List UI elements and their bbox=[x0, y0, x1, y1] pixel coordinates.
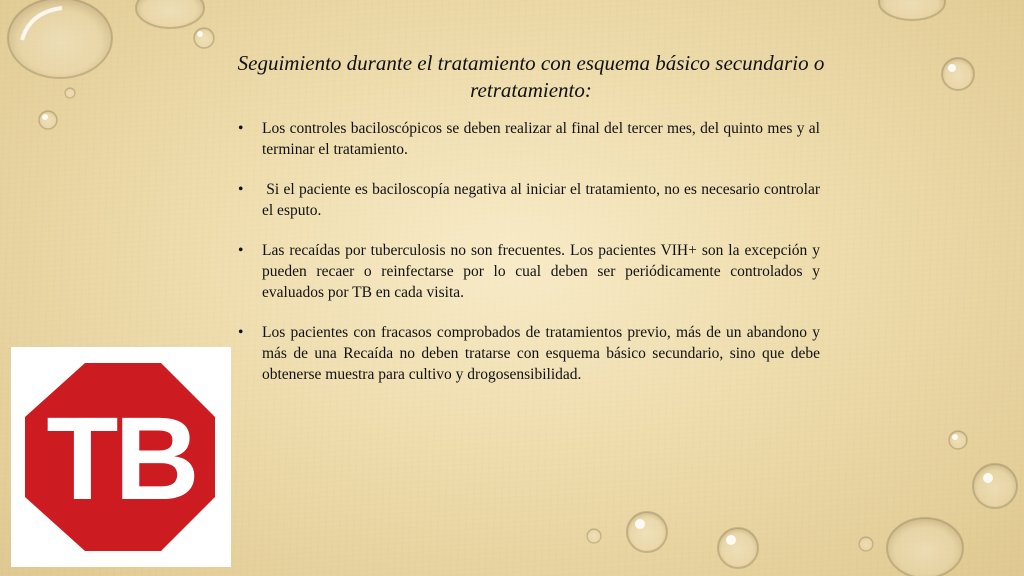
drop-bottom-right bbox=[859, 518, 963, 576]
drop-top-left-large bbox=[8, 0, 112, 78]
drop-top-right bbox=[879, 0, 974, 90]
bullet-text: Las recaídas por tuberculosis no son frecuentes. Los pacientes VIH+ son la excepción y pueden recaer o reinfectarse por lo cual deben ser periódicamente controlados y evaluados por TB en cada visita. bbox=[262, 242, 820, 301]
bullet-text: Los controles baciloscópicos se deben realizar al final del tercer mes, del quinto mes y al terminar el tratamiento. bbox=[262, 120, 820, 158]
drop-left-small bbox=[39, 88, 75, 129]
bullet-item bbox=[236, 118, 820, 160]
slide-title: Seguimiento durante el tratamiento con esquema básico secundario o retratamiento: bbox=[237, 51, 825, 102]
bullet-dot: • bbox=[238, 120, 244, 137]
bullet-dot: • bbox=[238, 242, 244, 259]
bullet-item bbox=[236, 322, 820, 385]
bullet-text: Los pacientes con fracasos comprobados de tratamientos previo, más de un abandono y más de una Recaída no deben tratarse con esquema básico secundario, sino que debe obtenerse muestra para cultivo y drogosensibilidad. bbox=[262, 324, 820, 383]
bullet-item bbox=[236, 179, 824, 221]
drop-bottom-center bbox=[587, 512, 758, 568]
bullet-dot: • bbox=[238, 181, 244, 198]
bullet-item bbox=[236, 240, 820, 303]
drop-top-left-2 bbox=[136, 0, 204, 28]
drop-right-mid bbox=[949, 431, 1017, 508]
tb-logo-text: TB bbox=[46, 393, 196, 525]
drop-top-left-3 bbox=[194, 28, 214, 48]
tb-stop-sign-logo bbox=[11, 347, 231, 567]
bullet-text: Si el paciente es baciloscopía negativa al iniciar el tratamiento, no es necesario controlar el esputo. bbox=[262, 181, 824, 219]
bullet-list bbox=[236, 118, 824, 404]
stop-sign-icon bbox=[11, 347, 231, 567]
bullet-dot: • bbox=[238, 324, 244, 341]
